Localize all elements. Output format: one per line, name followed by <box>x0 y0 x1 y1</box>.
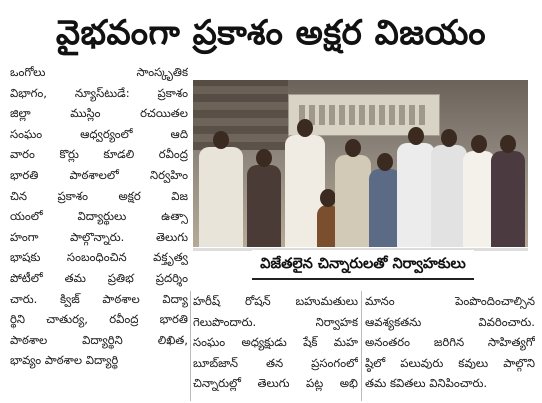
headline: వైభవంగా ప్రకాశం అక్షర విజయం <box>55 13 487 53</box>
article-line: చిన్నారుల్లో తెలుగు పట్ల అభి <box>193 376 358 391</box>
photo-person <box>397 143 435 247</box>
photo-person <box>247 165 281 247</box>
article-line: పోటీలో తమ ప్రతిభ ప్రదర్శిం <box>10 270 188 285</box>
article-line: వారం కొర్లు కూడలి రవీంద్ర <box>10 147 188 162</box>
article-line: బూబ్‌జాన్ తన ప్రసంగంలో <box>193 355 358 370</box>
article-line: ఒంగోలు సాంస్కృతిక <box>10 65 188 79</box>
article-column-middle <box>193 291 358 401</box>
article-line: హరీష్ రోషన్ బహుమతులు <box>193 294 358 308</box>
article-line: ర్థిని చాతుర్య, రవీంద్ర భారతి <box>10 312 188 327</box>
article-line: హంగా పాల్గొన్నారు. తెలుగు <box>10 229 188 244</box>
photo-person <box>199 147 243 247</box>
article-line: అనంతరం జరిగిన సాహిత్యగో <box>365 335 535 350</box>
article-line: గెలుపొందారు. నిర్వాహక <box>193 314 358 329</box>
article-column-left <box>10 62 188 402</box>
article-line: తమ కవితలు వినిపించారు. <box>365 376 488 391</box>
article-line: భారతి పాఠశాలలో నిర్వహిం <box>10 167 188 182</box>
article-line: ష్ఠిలో పలువురు కవులు పాల్గొని <box>365 355 535 370</box>
article-line: విభాగం, న్యూస్‌టుడే: ప్రకాశం <box>10 85 188 100</box>
photo-person <box>431 145 467 247</box>
article-line: మానం పెంపొందించాల్సిన <box>365 294 535 308</box>
article-line: ఆవశ్యకతను వివరించారు. <box>365 314 535 329</box>
article-line: చారు. క్విజ్ పాఠశాల విద్యా <box>10 291 188 306</box>
article-line: చిన ప్రకాశం అక్షర విజ <box>10 188 188 203</box>
article-line: భాషకు సంబంధించిన వక్తృత్వ <box>10 250 188 265</box>
article-line: సంఘం ఆధ్వర్యంలో ఆది <box>10 126 188 141</box>
article-line: జిల్లా ముస్లిం రచయితల <box>10 106 188 121</box>
article-line: సంఘం అధ్యక్షుడు షేక్ మహ <box>193 335 358 350</box>
article-column-right <box>365 291 535 401</box>
photo-person <box>491 151 525 247</box>
photo-caption: విజేతలైన చిన్నారులతో నిర్వాహకులు <box>252 250 474 280</box>
photo-shelf <box>193 80 288 150</box>
article-line: యంలో విద్యార్థులు ఉత్సా <box>10 209 188 224</box>
article-line: భావ్యం పాఠశాల విద్యార్థి <box>10 353 119 368</box>
column-rule <box>361 291 362 401</box>
article-line: పాఠశాల విద్యార్థిని లిఖిత, <box>10 332 188 347</box>
news-photo <box>193 80 528 247</box>
column-rule <box>190 291 191 401</box>
photo-person <box>335 155 371 247</box>
